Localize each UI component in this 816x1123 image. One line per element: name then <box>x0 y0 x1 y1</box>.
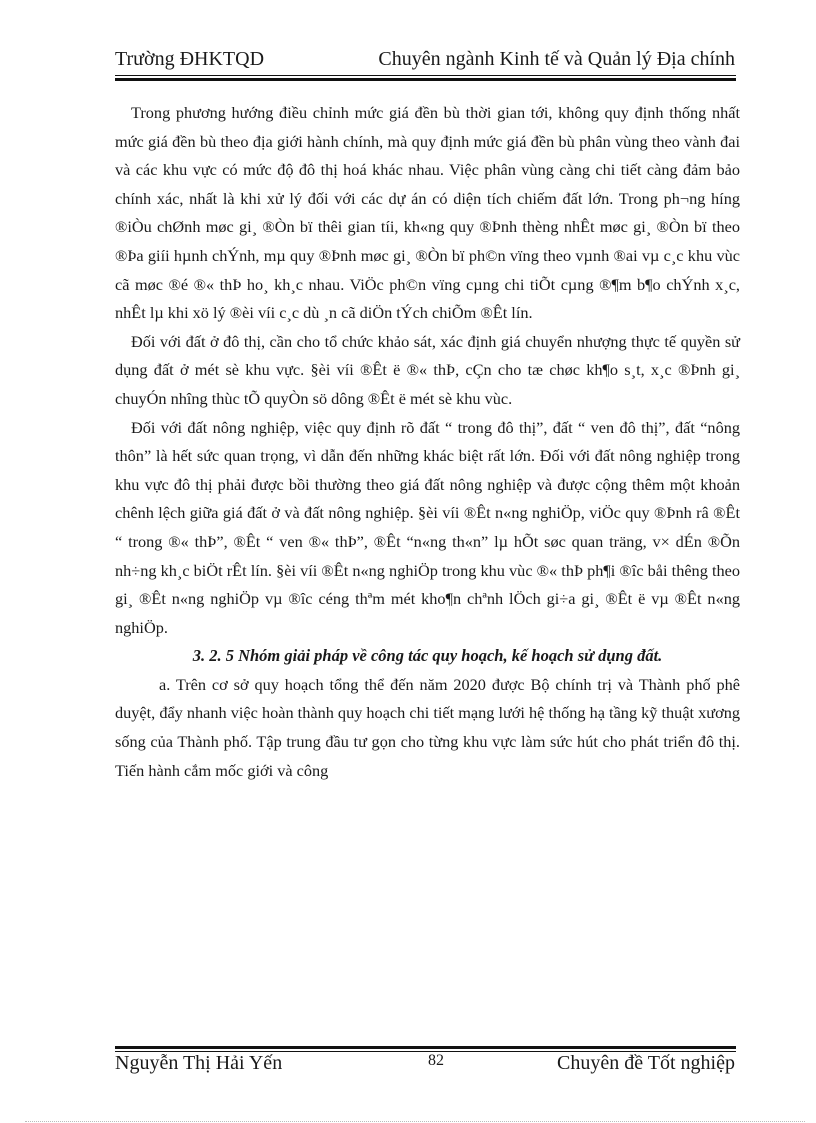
footer-rule-thick <box>115 1046 736 1049</box>
footer-document-type: Chuyên đề Tốt nghiệp <box>557 1052 735 1074</box>
page-bottom-border <box>25 1121 805 1122</box>
paragraph-agricultural-land: Đối với đất nông nghiệp, việc quy định rõ đất “ trong đô thị”, đất “ ven đô thị”, đất “nông thôn” là hết sức quan trọng, vì dẫn đến những khác biệt rất lớn. Đối với đất nông nghiệp trong khu vực đô thị phải được bồi thường theo giá đất nông nghiệp và được cộng thêm một khoản chênh lệch giữa giá đất ở và đất nông nghiệp. §èi víi ®Êt n«ng nghiÖp, viÖc quy ®Þnh râ ®Êt “ trong ®« thÞ”, ®Êt “ ven ®« thÞ”, ®Êt “n«ng th«n” lµ hÕt søc quan träng, v× dÉn ®Õn nh÷ng kh¸c biÖt rÊt lín. §èi víi ®Êt n«ng nghiÖp trong khu vùc ®« thÞ ph¶i ®îc båi thêng theo gi¸ ®Êt n«ng nghiÖp vµ ®îc céng thªm mét kho¶n chªnh lÖch gi÷a gi¸ ®Êt ë vµ ®Êt n«ng nghiÖp. <box>115 417 740 637</box>
header-major: Chuyên ngành Kinh tế và Quản lý Địa chính <box>378 48 735 70</box>
paragraph-compensation-price: Trong phương hướng điều chỉnh mức giá đền bù thời gian tới, không quy định thống nhất mức giá đền bù theo địa giới hành chính, mà quy định mức giá đền bù phân vùng theo vành đai và các khu vực có mức độ đô thị hoá khác nhau. Việc phân vùng càng chi tiết càng đảm bảo chính xác, nhất là khi xử lý đối với các dự án có diện tích chiếm đất lớn. Trong ph¬ng híng ®iÒu chØnh møc gi¸ ®Òn bï thêi gian tíi, kh«ng quy ®Þnh thèng nhÊt møc gi¸ ®Òn bï theo ®Þa giíi hµnh chÝnh, mµ quy ®Þnh møc gi¸ ®Òn bï ph©n vïng theo vµnh ®ai vµ c¸c khu vùc cã møc ®é ®« thÞ ho¸ kh¸c nhau. ViÖc ph©n vïng cµng chi tiÕt cµng ®¶m b¶o chÝnh x¸c, nhÊt lµ khi xö lý ®èi víi c¸c dù ¸n cã diÖn tÝch chiÕm ®Êt lín. <box>115 103 740 323</box>
header-university: Trường ĐHKTQD <box>115 48 265 70</box>
header-rule-thick <box>115 78 736 81</box>
section-heading: 3. 2. 5 Nhóm giải pháp về công tác quy hoạch, kế hoạch sử dụng đất. <box>192 646 663 666</box>
page-number: 82 <box>428 1052 444 1069</box>
paragraph-urban-land: Đối với đất ở đô thị, cần cho tổ chức khảo sát, xác định giá chuyển nhượng thực tế quyền sử dụng đất ở mét sè khu vực. §èi víi ®Êt ë ®« thÞ, cÇn cho tæ chøc kh¶o s¸t, x¸c ®Þnh gi¸ chuyÓn nhîng thùc tÕ quyÒn sö dông ®Êt ë mét sè khu vùc. <box>115 331 740 408</box>
footer-author: Nguyễn Thị Hải Yến <box>115 1052 283 1074</box>
header-rule-thin <box>115 75 736 76</box>
paragraph-planning-a: a. Trên cơ sở quy hoạch tổng thể đến năm 2020 được Bộ chính trị và Thành phố phê duyệt, đẩy nhanh việc hoàn thành quy hoạch chi tiết mạng lưới hệ thống hạ tầng kỹ thuật xương sống của Thành phố. Tập trung đầu tư gọn cho từng khu vực làm sức hút cho phát triển đô thị. Tiến hành cắm mốc giới và công <box>115 674 740 780</box>
page-footer <box>115 1052 735 1078</box>
body-text <box>115 99 740 785</box>
page-header <box>115 48 735 76</box>
